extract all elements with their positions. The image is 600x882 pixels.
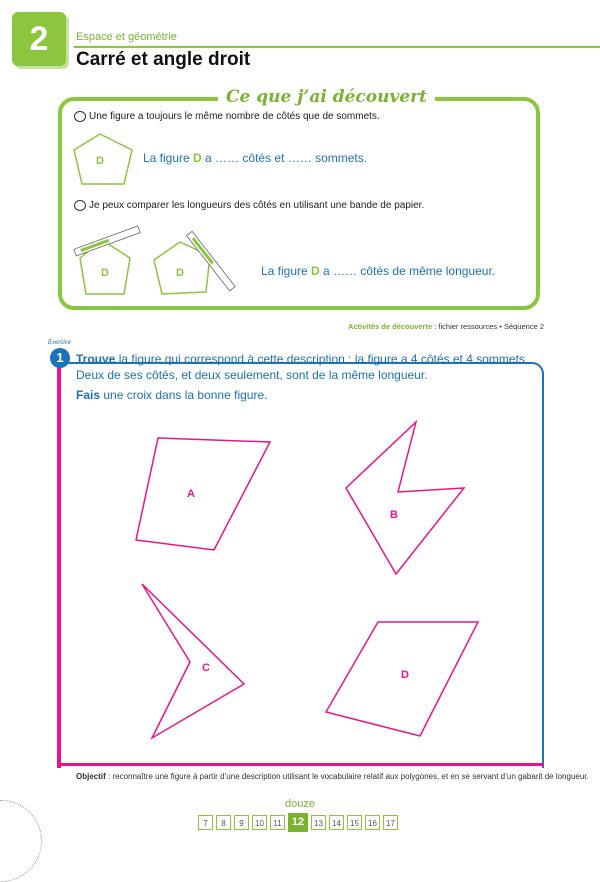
- figure-c-label: C: [202, 662, 210, 674]
- exercise-instruction-1: Trouve la figure qui correspond à cette description : la figure a 4 côtés et 4 sommets.: [76, 352, 529, 366]
- exercise-number: 1: [50, 348, 70, 368]
- section-label: Espace et géométrie: [76, 31, 177, 43]
- pentagon-label: D: [96, 155, 104, 167]
- speech-bubble-icon: [74, 111, 86, 122]
- page-number-word: douze: [285, 798, 315, 810]
- decorative-dotted-circle: [0, 800, 42, 882]
- exercise-tag: Exercice: [48, 340, 72, 346]
- figure-b[interactable]: [346, 422, 464, 574]
- sentence-sides-vertices: La figure D a …… côtés et …… sommets.: [143, 151, 368, 165]
- figure-a-shape[interactable]: [136, 438, 270, 550]
- page-link[interactable]: 16: [365, 815, 380, 830]
- exercise-frame-bottom: [57, 763, 544, 766]
- speech-bubble-icon: [74, 200, 86, 211]
- figure-b-label: B: [390, 509, 398, 521]
- pentagon-label-1: D: [101, 267, 109, 279]
- page-link[interactable]: 15: [347, 815, 362, 830]
- chapter-badge: 2: [12, 12, 66, 66]
- page-link[interactable]: 7: [198, 815, 213, 830]
- figure-c[interactable]: [142, 584, 244, 738]
- figure-b-shape[interactable]: [346, 422, 464, 574]
- exercise-instruction-3: Fais une croix dans la bonne figure.: [76, 388, 268, 402]
- pentagon-label-2: D: [176, 267, 184, 279]
- pentagon-d-illustration: [70, 130, 140, 190]
- figure-a[interactable]: [136, 438, 270, 550]
- figure-d-label: D: [401, 669, 409, 681]
- page-link[interactable]: 8: [216, 815, 231, 830]
- page-navigator: [198, 815, 398, 832]
- discovery-title: Ce que j’ai découvert: [218, 87, 435, 107]
- page-current[interactable]: 12: [288, 813, 308, 832]
- page-link[interactable]: 13: [311, 815, 326, 830]
- sentence-equal-sides: La figure D a …… côtés de même longueur.: [261, 264, 496, 278]
- discovery-line-2: Je peux comparer les longueurs des côtés en utilisant une bande de papier.: [74, 200, 424, 211]
- discovery-line-1: Une figure a toujours le même nombre de côtés que de sommets.: [74, 111, 380, 122]
- page-link[interactable]: 10: [252, 815, 267, 830]
- activities-reference: Activités de découverte : fichier ressources • Séquence 2: [347, 322, 544, 331]
- page-link[interactable]: 9: [234, 815, 249, 830]
- objective-note: Objectif : reconnaître une figure à partir d’une description utilisant le vocabulaire relatif aux polygones, et en se servant d’un gabarit de longueur.: [76, 772, 589, 781]
- paper-strip-illustration: [72, 218, 252, 308]
- exercise-instruction-2: Deux de ses côtés, et deux seulement, sont de la même longueur.: [76, 368, 428, 382]
- page-link[interactable]: 14: [329, 815, 344, 830]
- page-title: Carré et angle droit: [76, 49, 251, 70]
- figure-d[interactable]: [326, 622, 478, 736]
- figure-c-shape[interactable]: [142, 584, 244, 738]
- header-divider: [74, 46, 600, 48]
- figure-a-label: A: [187, 488, 195, 500]
- page-link[interactable]: 17: [383, 815, 398, 830]
- figures-area: [60, 400, 540, 760]
- page-link[interactable]: 11: [270, 815, 285, 830]
